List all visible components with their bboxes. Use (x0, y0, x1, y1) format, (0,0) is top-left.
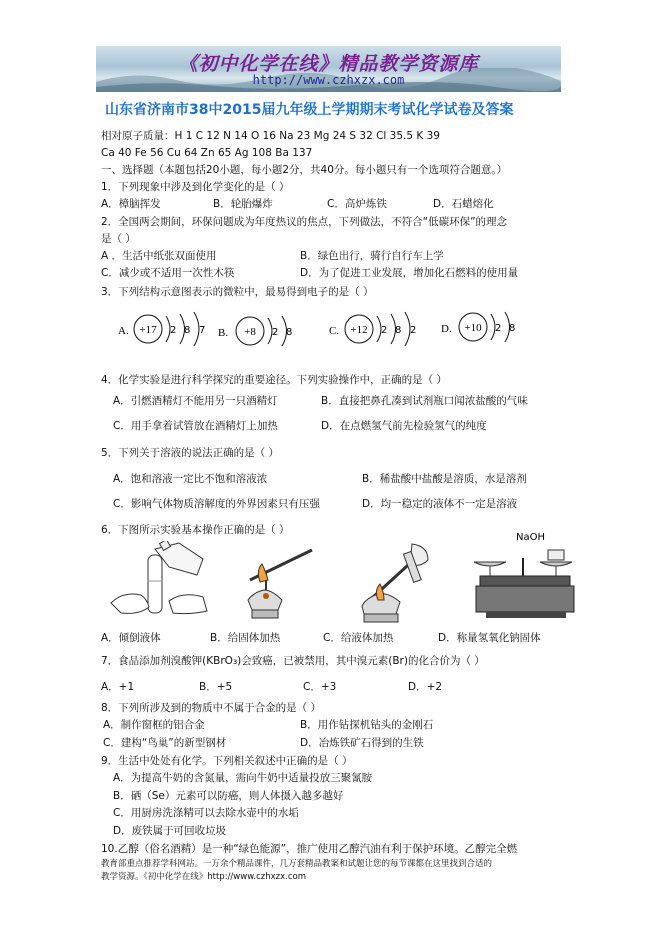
q9-option-a: A．为提高牛奶的含氮量，需向牛奶中适量投放三聚氰胺 (113, 772, 373, 784)
atomic-mass-line-2: Ca 40 Fe 56 Cu 64 Zn 65 Ag 108 Ba 137 (101, 147, 313, 159)
header-banner (96, 46, 561, 92)
q5-stem: 5．下列关于溶液的说法正确的是（ ） (101, 447, 280, 459)
q5-option-d: D．均一稳定的液体不一定是溶液 (362, 498, 518, 510)
q5-option-a: A．饱和溶液一定比不饱和溶液浓 (113, 473, 268, 485)
atom-d-shell-2: 8 (509, 323, 516, 334)
q2-option-d: D．为了促进工业发展，增加化石燃料的使用量 (300, 267, 519, 279)
q7-stem: 7．食品添加剂溴酸钾(KBrO₃)会致癌，已被禁用，其中溴元素(Br)的化合价为（ ） (101, 655, 485, 667)
q2-option-c: C．减少或不适用一次性木筷 (101, 267, 235, 279)
q2-stem-2: 是（ ） (101, 233, 136, 245)
atom-diagram-d (441, 308, 526, 354)
image-heating-liquid (352, 538, 442, 630)
q6-option-b: B．给固体加热 (210, 632, 281, 644)
q6-option-d: D．称量氢氧化钠固体 (438, 632, 541, 644)
q3-stem: 3．下列结构示意图表示的微粒中，最易得到电子的是（ ） (101, 286, 374, 298)
q8-stem: 8．下列所涉及到的物质中不属于合金的是（ ） (101, 702, 322, 714)
q4-option-a: A．引燃酒精灯不能用另一只酒精灯 (113, 395, 278, 407)
q4-option-b: B．直接把鼻孔凑到试剂瓶口闻浓盐酸的气味 (321, 395, 528, 407)
atomic-mass-line-1: 相对原子质量：H 1 C 12 N 14 O 16 Na 23 Mg 24 S 32 Cl 35.5 K 39 (101, 130, 440, 142)
q2-stem-1: 2．全国两会期间，环保问题成为年度热议的焦点，下列做法，不符合“低碳环保”的理念 (101, 216, 508, 228)
atom-diagram-b (218, 312, 298, 358)
q6-stem: 6．下图所示实验基本操作正确的是（ ） (101, 524, 290, 536)
atom-d-nucleus: +10 (464, 322, 482, 334)
q7-option-a: A．+1 (101, 681, 135, 693)
atom-c-shell-2: 8 (395, 325, 402, 336)
footer-line-2: 教学资源。《初中化学在线》http://www.czhxzx.com (101, 872, 306, 882)
q1-option-a: A．樟脑挥发 (101, 198, 161, 210)
q8-option-b: B．用作钻探机钻头的金刚石 (300, 719, 434, 731)
document-title: 山东省济南市38中2015届九年级上学期期末考试化学试卷及答案 (105, 102, 514, 118)
q6-option-c: C．给液体加热 (323, 632, 394, 644)
image-balance-naoh (470, 528, 582, 628)
atom-c-shell-1: 2 (381, 325, 388, 336)
q8-option-d: D．冶炼铁矿石得到的生铁 (300, 737, 424, 749)
image-pouring-liquid (103, 541, 215, 627)
q1-option-c: C．高炉炼铁 (327, 198, 387, 210)
q9-option-c: C．用厨房洗涤精可以去除水壶中的水垢 (113, 807, 299, 819)
q5-option-b: B．稀盐酸中盐酸是溶质，水是溶剂 (362, 473, 527, 485)
q6-option-a: A．倾倒液体 (101, 632, 161, 644)
atom-a-shell-1: 2 (170, 325, 177, 336)
banner-title: 《初中化学在线》精品教学资源库 (178, 53, 479, 75)
naoh-label: NaOH (516, 532, 545, 543)
section-heading: 一、选择题（本题包括20小题，每小题2分，共40分。每小题只有一个选项符合题意。） (101, 164, 508, 176)
q1-option-d: D．石蜡熔化 (433, 198, 494, 210)
q7-option-b: B．+5 (199, 681, 233, 693)
atom-b-nucleus: +8 (244, 326, 256, 338)
q9-stem: 9．生活中处处有化学。下列相关叙述中正确的是（ ） (101, 755, 353, 767)
q8-option-a: A．制作窗框的铝合金 (103, 719, 205, 731)
q2-option-a: A ．生活中纸张双面使用 (101, 250, 217, 262)
atom-a-nucleus: +17 (139, 324, 157, 336)
atom-c-nucleus: +12 (350, 324, 368, 336)
q7-option-d: D．+2 (408, 681, 443, 693)
q1-option-b: B．轮胎爆炸 (213, 198, 273, 210)
image-heating-solid (232, 540, 322, 628)
atom-diagram-a (118, 310, 218, 356)
q10-stem: 10.乙醇（俗名酒精）是一种“绿色能源”，推广使用乙醇汽油有利于保护环境。乙醇完全燃 (101, 843, 518, 855)
q1-stem: 1．下列现象中涉及到化学变化的是（ ） (101, 181, 290, 193)
atom-b-shell-1: 2 (272, 327, 279, 338)
footer-line-1: 教育部重点推荐学科网站。一万余个精品课件，几万套精品教案和试题让您的每节课都在这里找到合适的 (101, 859, 493, 869)
atom-a-shell-3: 7 (199, 325, 206, 336)
atom-b-shell-2: 8 (286, 327, 293, 338)
atom-d-shell-1: 2 (495, 323, 502, 334)
atom-c-shell-3: 2 (410, 325, 417, 336)
q9-option-d: D．废铁属于可回收垃圾 (113, 825, 227, 837)
q8-option-c: C．建构“鸟巢”的新型钢材 (103, 737, 227, 749)
banner-url[interactable]: http://www.czhxzx.com (252, 73, 405, 87)
q5-option-c: C．影响气体物质溶解度的外界因素只有压强 (113, 498, 320, 510)
q7-option-c: C．+3 (303, 681, 337, 693)
q2-option-b: B．绿色出行，骑行自行车上学 (300, 250, 444, 262)
atom-b-label: B. (218, 327, 229, 339)
q4-option-c: C．用手拿着试管放在酒精灯上加热 (113, 420, 278, 432)
atom-a-label: A. (118, 325, 129, 337)
q4-option-d: D．在点燃氢气前先检验氢气的纯度 (321, 420, 487, 432)
q4-stem: 4．化学实验是进行科学探究的重要途径。下列实验操作中，正确的是（ ） (101, 374, 448, 386)
atom-diagram-c (329, 310, 429, 356)
atom-c-label: C. (329, 325, 340, 337)
atom-a-shell-2: 8 (184, 325, 191, 336)
atom-d-label: D. (441, 323, 452, 335)
q9-option-b: B．硒（Se）元素可以防癌，则人体摄入越多越好 (113, 790, 344, 802)
